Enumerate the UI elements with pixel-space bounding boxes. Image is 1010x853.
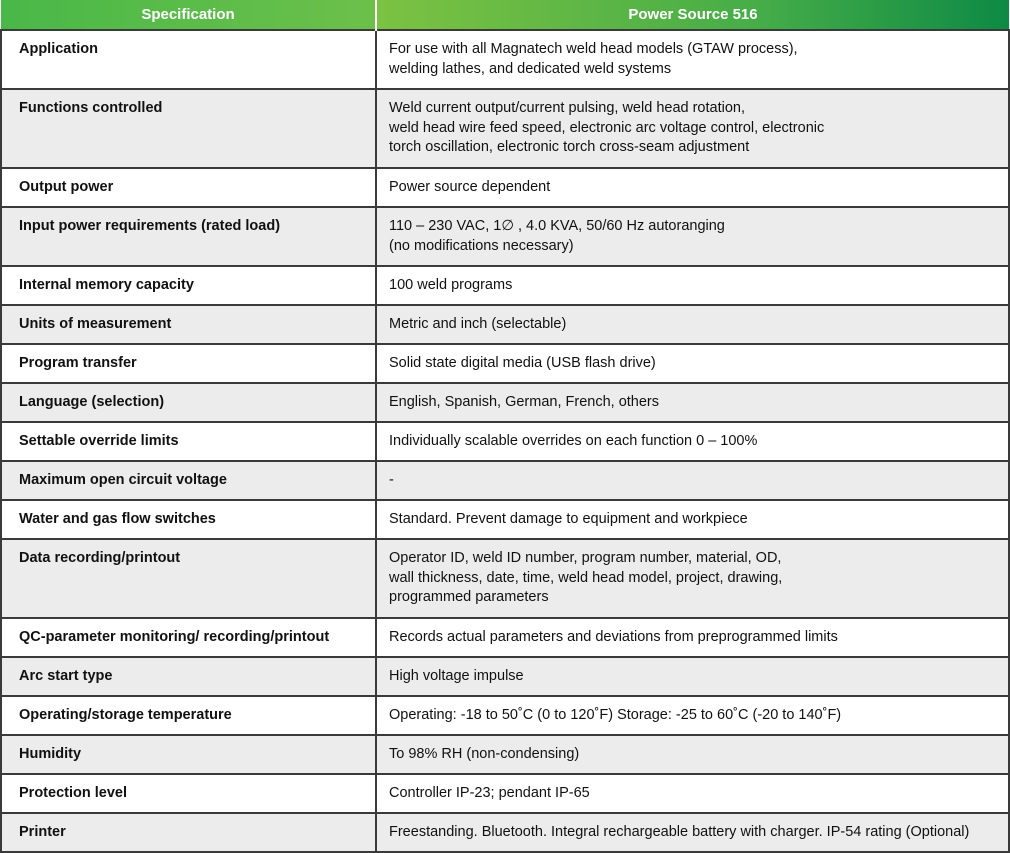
row-value: Standard. Prevent damage to equipment and workpiece	[376, 500, 1009, 539]
row-label: Application	[1, 30, 376, 89]
row-label: Internal memory capacity	[1, 266, 376, 305]
table-body	[1, 30, 1009, 852]
table-row	[1, 207, 1009, 266]
row-label: Arc start type	[1, 657, 376, 696]
table-row	[1, 735, 1009, 774]
row-value: Solid state digital media (USB flash drive)	[376, 344, 1009, 383]
header-power-source: Power Source 516	[376, 0, 1009, 30]
table-row	[1, 422, 1009, 461]
row-value: Power source dependent	[376, 168, 1009, 207]
row-value: For use with all Magnatech weld head models (GTAW process), welding lathes, and dedicated weld systems	[376, 30, 1009, 89]
table-row	[1, 383, 1009, 422]
row-value: To 98% RH (non-condensing)	[376, 735, 1009, 774]
table-row	[1, 168, 1009, 207]
table-row	[1, 344, 1009, 383]
row-value: Records actual parameters and deviations from preprogrammed limits	[376, 618, 1009, 657]
table-row	[1, 461, 1009, 500]
row-value: Metric and inch (selectable)	[376, 305, 1009, 344]
table-row	[1, 696, 1009, 735]
row-value: English, Spanish, German, French, others	[376, 383, 1009, 422]
row-value: -	[376, 461, 1009, 500]
row-label: Program transfer	[1, 344, 376, 383]
row-label: Protection level	[1, 774, 376, 813]
table-row	[1, 774, 1009, 813]
row-value: Weld current output/current pulsing, weld head rotation, weld head wire feed speed, electronic arc voltage control, electronic torch oscillation, electronic torch cross-seam adjustment	[376, 89, 1009, 168]
row-value: 100 weld programs	[376, 266, 1009, 305]
table-row	[1, 618, 1009, 657]
row-label: Water and gas flow switches	[1, 500, 376, 539]
row-label: Printer	[1, 813, 376, 852]
row-value: 110 – 230 VAC, 1∅ , 4.0 KVA, 50/60 Hz autoranging (no modifications necessary)	[376, 207, 1009, 266]
row-label: Functions controlled	[1, 89, 376, 168]
table-row	[1, 539, 1009, 618]
row-label: Input power requirements (rated load)	[1, 207, 376, 266]
row-label: Operating/storage temperature	[1, 696, 376, 735]
row-label: QC-parameter monitoring/ recording/printout	[1, 618, 376, 657]
row-label: Language (selection)	[1, 383, 376, 422]
row-label: Settable override limits	[1, 422, 376, 461]
table-row	[1, 266, 1009, 305]
row-value: Individually scalable overrides on each function 0 – 100%	[376, 422, 1009, 461]
table-row	[1, 89, 1009, 168]
row-value: Controller IP-23; pendant IP-65	[376, 774, 1009, 813]
table-row	[1, 30, 1009, 89]
row-value: Operating: -18 to 50˚C (0 to 120˚F) Storage: -25 to 60˚C (-20 to 140˚F)	[376, 696, 1009, 735]
table-header	[1, 0, 1009, 30]
table-row	[1, 500, 1009, 539]
row-label: Maximum open circuit voltage	[1, 461, 376, 500]
row-value: Freestanding. Bluetooth. Integral rechargeable battery with charger. IP-54 rating (Optional)	[376, 813, 1009, 852]
row-value: Operator ID, weld ID number, program number, material, OD, wall thickness, date, time, weld head model, project, drawing, programmed parameters	[376, 539, 1009, 618]
table-row	[1, 813, 1009, 852]
table-row	[1, 657, 1009, 696]
header-specification: Specification	[1, 0, 376, 30]
row-value: High voltage impulse	[376, 657, 1009, 696]
row-label: Units of measurement	[1, 305, 376, 344]
row-label: Data recording/printout	[1, 539, 376, 618]
table-row	[1, 305, 1009, 344]
row-label: Output power	[1, 168, 376, 207]
row-label: Humidity	[1, 735, 376, 774]
